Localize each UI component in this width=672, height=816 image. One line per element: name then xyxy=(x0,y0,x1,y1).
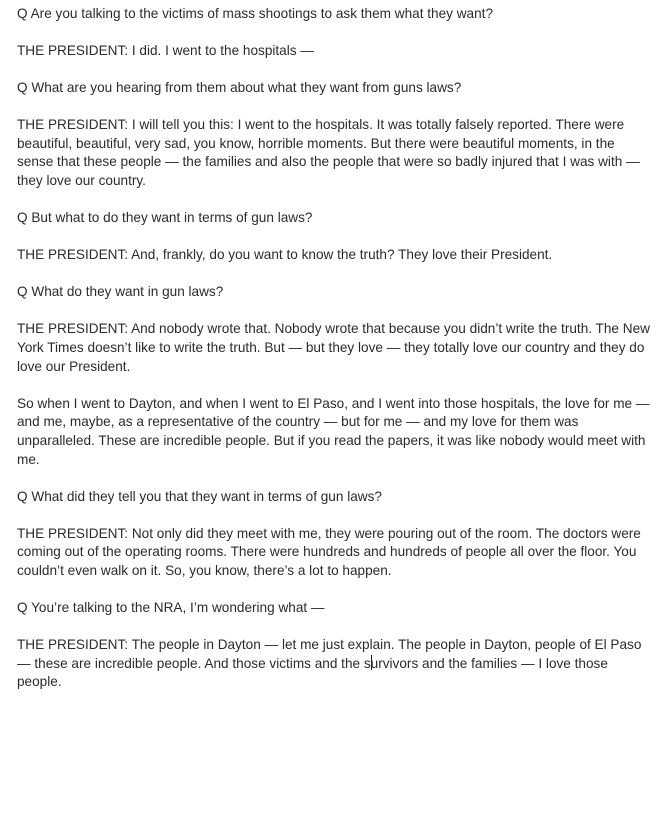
paragraph-text-continued: urvivors and the families — I love those people. xyxy=(17,655,608,690)
paragraph-text: I will tell you this: I went to the hospitals. It was totally falsely reported. There were beautiful, beautiful, very sad, you know, horrible moments. But there were beautiful moments, in the sense that these people — the families and also the people that were so badly injured that I was with — they love our country. xyxy=(17,117,640,189)
speaker-label: Q xyxy=(17,6,28,21)
paragraph-text: The people in Dayton — let me just explain. The people in Dayton, people of El Paso — these are incredible people. And those victims and the s xyxy=(17,637,642,671)
speaker-label: Q xyxy=(17,488,28,504)
transcript-paragraph xyxy=(17,209,653,228)
paragraph-text: You’re talking to the NRA, I’m wondering what — xyxy=(31,599,325,615)
transcript-paragraph xyxy=(17,636,653,692)
speaker-label: THE PRESIDENT: xyxy=(17,117,129,133)
transcript-paragraph xyxy=(17,5,653,24)
paragraph-text: And, frankly, do you want to know the truth? They love their President. xyxy=(131,247,553,263)
speaker-label: THE PRESIDENT: xyxy=(17,43,129,59)
paragraph-text: Are you talking to the victims of mass shootings to ask them what they want? xyxy=(30,6,494,21)
transcript-paragraph xyxy=(17,488,653,507)
paragraph-text: What do they want in gun laws? xyxy=(31,284,224,300)
speaker-label: Q xyxy=(17,210,28,226)
transcript-paragraph xyxy=(17,79,653,98)
transcript-paragraph xyxy=(17,525,653,581)
paragraph-text: So when I went to Dayton, and when I went to El Paso, and I went into those hospitals, the love for me — and me, maybe, as a representative of the country — but for me — and my love for them was unparalleled. These are incredible people. But if you read the papers, it was like nobody would meet with me. xyxy=(17,395,650,467)
speaker-label: THE PRESIDENT: xyxy=(17,525,129,541)
paragraph-text: But what to do they want in terms of gun laws? xyxy=(31,210,313,226)
transcript-paragraph xyxy=(17,283,653,302)
paragraph-text: What are you hearing from them about what they want from guns laws? xyxy=(31,80,462,96)
speaker-label: Q xyxy=(17,599,28,615)
transcript-document xyxy=(17,5,653,710)
transcript-paragraph xyxy=(17,395,653,469)
paragraph-text: Not only did they meet with me, they were pouring out of the room. The doctors were coming out of the operating rooms. There were hundreds and hundreds of people all over the floor. You couldn’t even walk on it. So, you know, there’s a lot to happen. xyxy=(17,525,641,578)
transcript-paragraph xyxy=(17,320,653,376)
speaker-label: Q xyxy=(17,284,28,300)
speaker-label: THE PRESIDENT: xyxy=(17,637,129,653)
speaker-label: THE PRESIDENT: xyxy=(17,321,129,337)
speaker-label: THE PRESIDENT: xyxy=(17,247,129,263)
speaker-label: Q xyxy=(17,80,28,96)
paragraph-text: I did. I went to the hospitals — xyxy=(131,43,314,59)
transcript-paragraph xyxy=(17,42,653,61)
transcript-paragraph xyxy=(17,246,653,265)
paragraph-text: What did they tell you that they want in terms of gun laws? xyxy=(31,488,382,504)
paragraph-text: And nobody wrote that. Nobody wrote that because you didn’t write the truth. The New York Times doesn’t like to write the truth. But — but they love — they totally love our country and they do love our President. xyxy=(17,321,650,374)
transcript-paragraph xyxy=(17,599,653,618)
transcript-paragraph xyxy=(17,116,653,190)
